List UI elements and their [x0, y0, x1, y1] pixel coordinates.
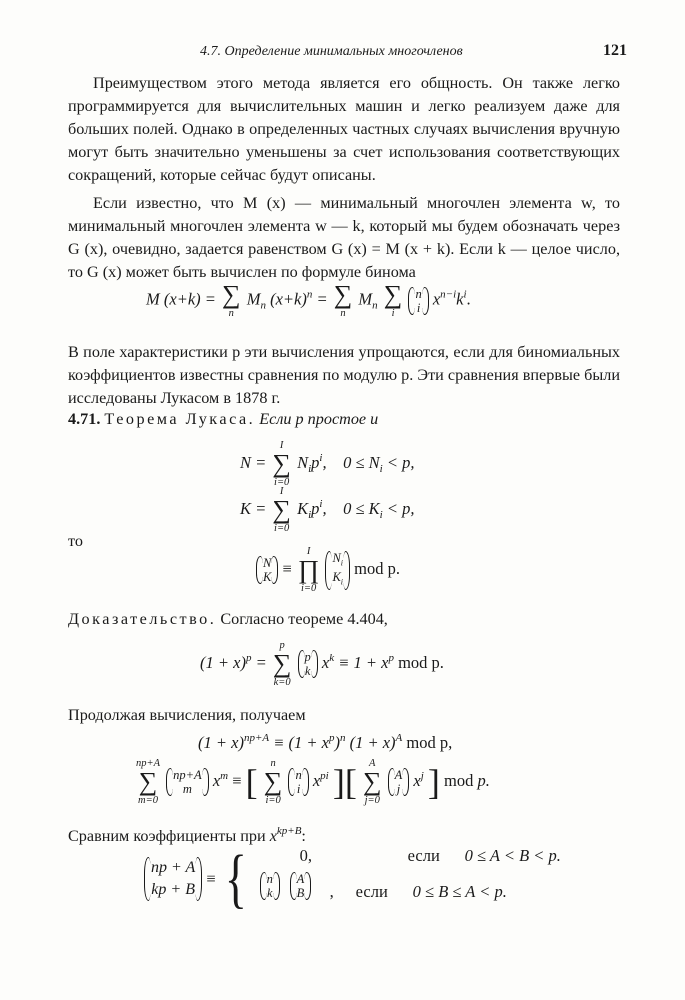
proof-heading: Доказательство. Согласно теореме 4.404,: [68, 610, 388, 628]
paragraph-characteristic: В поле характеристики p эти вычисления упрощаются, если для биномиальных коэффициентов известны сравнения по модулю p. Эти сравнения впервые были исследованы Лукасом в 1878 г.: [68, 343, 620, 407]
equation-cases: np + A kp + B ≡ { 0, если 0 ≤ A < B < p. n k A B , если 0 ≤ B ≤ A < p.: [144, 846, 580, 912]
text-compare: Сравним коэффициенты при $x^{kp+B}$:: [68, 825, 306, 845]
equation-lucas: N K ≡ I ∏ i=0 $N_i$ $K_i$ mod p.: [256, 546, 400, 594]
header-title: 4.7. Определение минимальных многочленов: [200, 44, 463, 59]
theorem-heading: 4.71. Теорема Лукаса. Если p простое и: [68, 410, 379, 428]
text-continuing: Продолжая вычисления, получаем: [68, 706, 306, 724]
equation-K-digits: K = I ∑ i=0 $K_ip^i$, $0 \le K_i < p$,: [240, 486, 415, 534]
paragraph-minimal-poly: Если известно, что M (x) — минимальный многочлен элемента w, то минимальный многочлен элемента w — k, который мы будем обозначать через G (x), очевидно, задается равенством G (x) = M (x + k). Если k — целое число, то G (x) может быть вычислен по формуле бинома: [68, 194, 620, 281]
equation-N-digits: N = I ∑ i=0 $N_ip^i$, $0 \le N_i < p$,: [240, 440, 415, 488]
sum-operator: ∑ n: [222, 280, 241, 319]
page-number: 121: [603, 42, 627, 59]
eq-lhs: M (x+k) =: [146, 289, 216, 309]
equation-continuing-2: np+A ∑ m=0 np+A m $x^m$ ≡ [ n ∑ i=0 n i $x^{pi}$ ][ A ∑ j=0 A j $x^j$ ] mod p.: [136, 758, 490, 806]
running-header: [0, 44, 685, 64]
equation-continuing-1: $(1 + x)^{np+A} \equiv (1 + x^p)^n$ $(1 + x)^A$ mod p,: [198, 732, 453, 752]
equation-binomial-expansion: M (x+k) = ∑ n $M_n$ $(x+k)^n$ = ∑ n $M_n$ ∑ i n i $x^{n-i}k^i$.: [146, 280, 471, 319]
equation-proof-binomial: $(1 + x)^p$ = p ∑ k=0 p k $x^k \equiv 1 + x^p$ mod p.: [200, 640, 444, 688]
sum-operator: ∑ n: [333, 280, 353, 319]
paragraph-generality: Преимуществом этого метода является его общность. Он также легко программируется для вычислительных машин и легко реализуем даже для больших полей. Однако в определенных частных случаях вычисления вручную могут быть значительно уменьшены за счет использования соответствующих сокращений, которые сейчас будут описаны.: [68, 74, 620, 184]
sum-operator: ∑ i: [383, 280, 403, 319]
text-then: то: [68, 532, 83, 550]
binomial-coefficient: n i: [408, 287, 428, 315]
